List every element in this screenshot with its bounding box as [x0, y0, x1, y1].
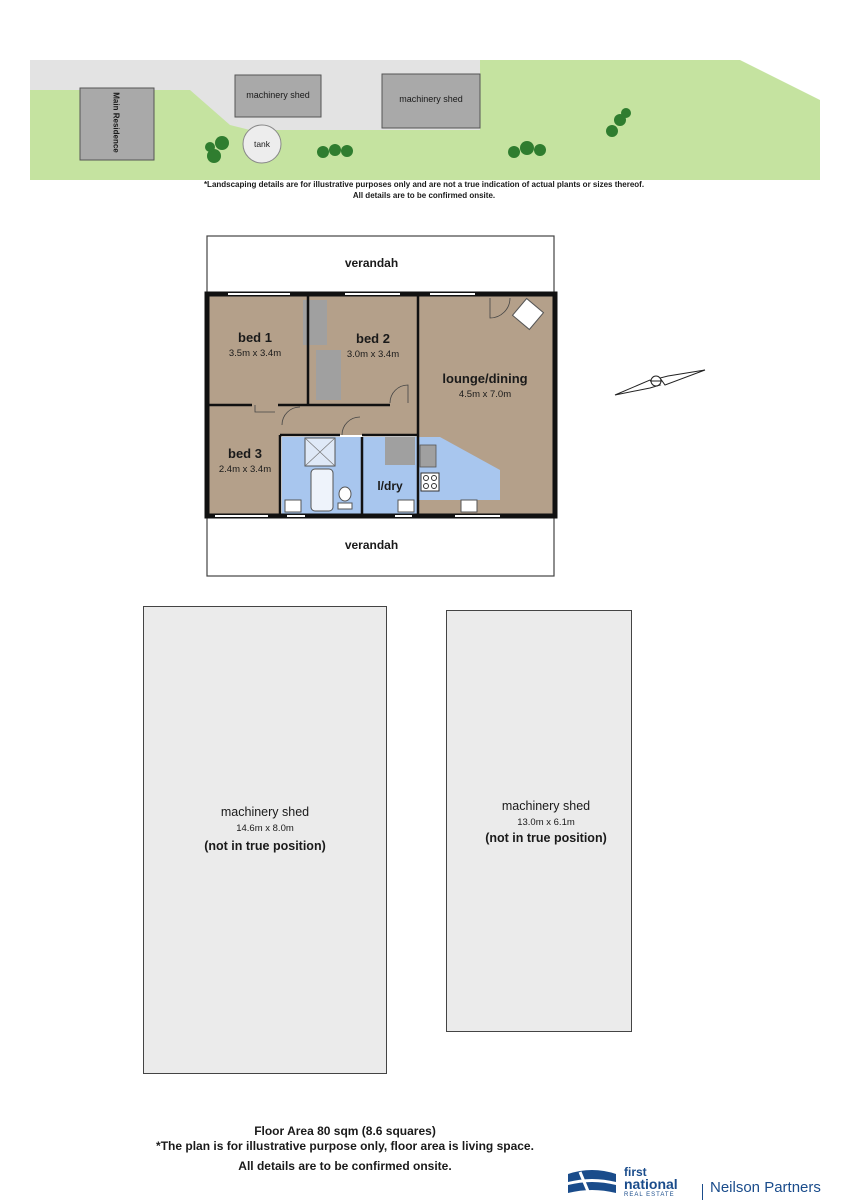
brand-national: national: [624, 1176, 678, 1192]
verandah-bottom-label: verandah: [344, 538, 399, 552]
brand-first: first: [624, 1165, 647, 1179]
linen-cupboard: [385, 437, 415, 465]
bed3-dims: 2.4m x 3.4m: [218, 464, 272, 475]
illustrative-note: *The plan is for illustrative purpose only, floor area is living space.: [156, 1139, 534, 1153]
confirm-note: All details are to be confirmed onsite.: [238, 1159, 452, 1173]
stove: [421, 473, 439, 491]
lounge-dims: 4.5m x 7.0m: [458, 389, 512, 400]
bed1-dims: 3.5m x 3.4m: [228, 348, 282, 359]
brand-divider: [702, 1184, 703, 1200]
toilet: [339, 487, 351, 501]
brand-real-estate: REAL ESTATE: [624, 1192, 675, 1198]
tub-laundry: [398, 500, 414, 512]
kitchen-sink: [461, 500, 477, 512]
shed-right-dims: 13.0m x 6.1m: [517, 817, 575, 828]
bed3-name: bed 3: [228, 446, 262, 461]
north-arrow: [615, 370, 705, 395]
bed2-dims: 3.0m x 3.4m: [346, 349, 400, 360]
shed-right-name: machinery shed: [501, 799, 591, 813]
shed-left-note: (not in true position): [204, 839, 326, 853]
bed1-name: bed 1: [238, 330, 272, 345]
shed-large-label: machinery shed: [399, 94, 463, 104]
shed-right-note: (not in true position): [485, 831, 607, 845]
verandah-top-label: verandah: [344, 256, 399, 270]
machinery-shed-left: [143, 606, 387, 1074]
fridge: [420, 445, 436, 467]
landscaping-note-line1: *Landscaping details are for illustrative purposes only and are not a true indication of actual plants or sizes thereof.: [203, 180, 645, 189]
shed-left-dims: 14.6m x 8.0m: [236, 823, 294, 834]
laundry-name: l/dry: [377, 479, 403, 493]
basin-bathroom: [285, 500, 301, 512]
bed2-name: bed 2: [356, 331, 390, 346]
shed-small-label: machinery shed: [246, 90, 310, 100]
landscaping-note-line2: All details are to be confirmed onsite.: [352, 191, 496, 200]
wardrobe-bed1: [303, 300, 327, 345]
lounge-name: lounge/dining: [442, 371, 528, 386]
floor-area-text: Floor Area 80 sqm (8.6 squares): [254, 1124, 436, 1138]
hall-floor: [280, 405, 418, 435]
tank-label: tank: [253, 139, 271, 149]
brand-partner: Neilson Partners: [710, 1179, 821, 1196]
brand-emblem-icon: [566, 1166, 618, 1200]
bath: [311, 469, 333, 511]
main-residence-label: Main Residence: [111, 92, 121, 153]
machinery-shed-right: [446, 610, 632, 1032]
brand-logo: [566, 1166, 848, 1200]
shed-left-name: machinery shed: [220, 805, 310, 819]
